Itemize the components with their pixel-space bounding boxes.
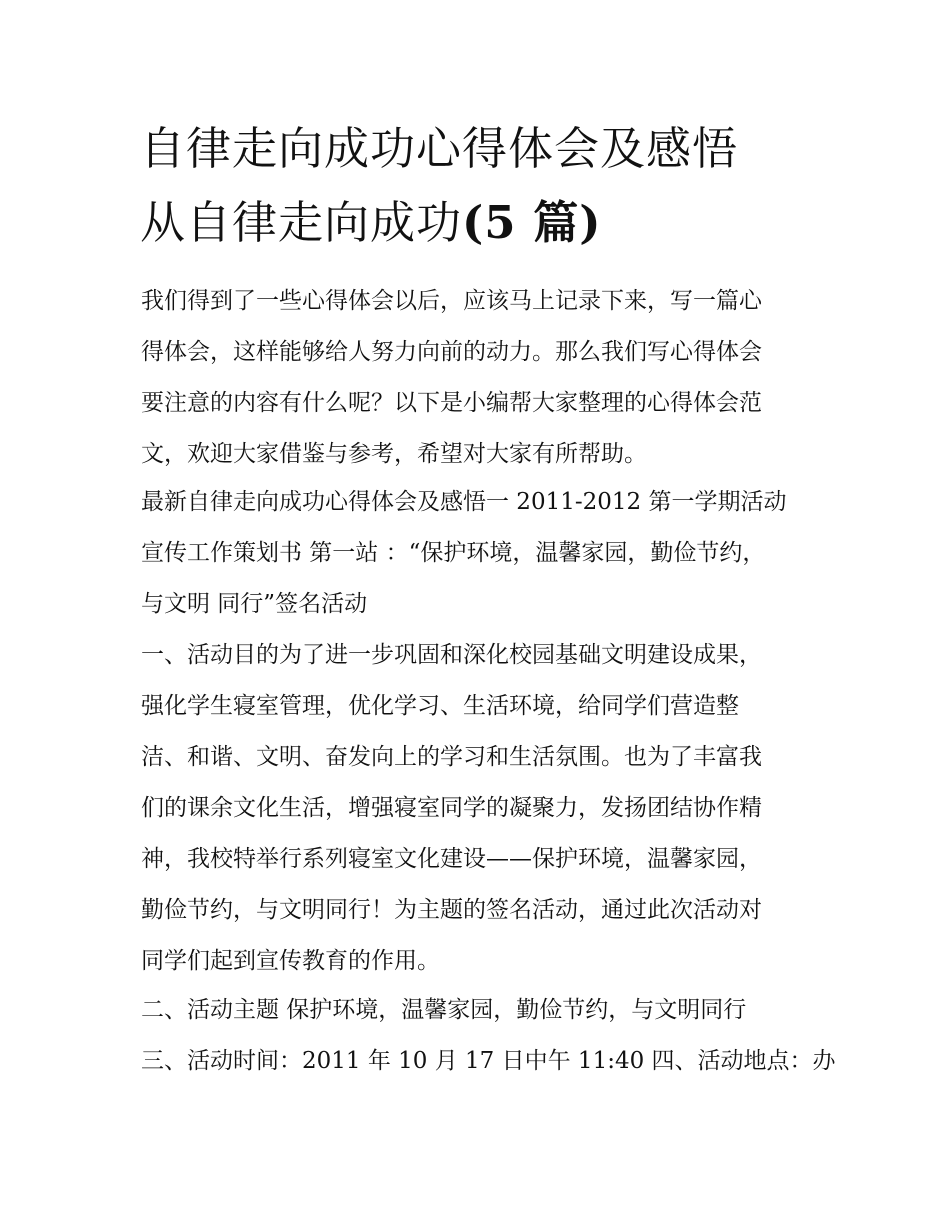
paragraph-line: 同学们起到宣传教育的作用。 [141, 948, 440, 974]
paragraph-line: 强化学生寝室管理，优化学习、生活环境，给同学们营造整 [141, 693, 739, 719]
paragraph-line: 我们得到了一些心得体会以后，应该马上记录下来，写一篇心 [141, 288, 762, 314]
paragraph-line: 神，我校特举行系列寝室文化建设——保护环境，温馨家园， [141, 846, 762, 872]
paragraph-line: 得体会，这样能够给人努力向前的动力。那么我们写心得体会 [141, 339, 762, 365]
title-line-2-prefix: 从自律走向成功 [140, 196, 463, 249]
paragraph-line: 与文明 同行”签名活动 [141, 591, 368, 617]
paragraph-line: 二、活动主题 保护环境，温馨家园，勤俭节约，与文明同行 [141, 997, 747, 1023]
paragraph-line: 洁、和谐、文明、奋发向上的学习和生活氛围。也为了丰富我 [141, 744, 762, 770]
paragraph-line: 要注意的内容有什么呢？以下是小编帮大家整理的心得体会范 [141, 390, 762, 416]
title-line-2-suffix: (5 篇) [462, 196, 602, 249]
plan-heading-paragraph [141, 477, 821, 630]
activity-purpose-paragraph [141, 630, 821, 987]
paragraph-line: 一、活动目的为了进一步巩固和深化校园基础文明建设成果， [141, 642, 762, 668]
activity-theme-paragraph [141, 985, 821, 1036]
title-line-1: 自律走向成功心得体会及感悟 [140, 122, 739, 175]
title-line-2 [140, 186, 830, 260]
paragraph-line: 勤俭节约，与文明同行！为主题的签名活动，通过此次活动对 [141, 897, 762, 923]
intro-paragraph [141, 276, 821, 480]
document-title [140, 112, 830, 260]
paragraph-line: 文，欢迎大家借鉴与参考，希望对大家有所帮助。 [141, 441, 647, 467]
paragraph-line: 们的课余文化生活，增强寝室同学的凝聚力，发扬团结协作精 [141, 795, 762, 821]
activity-time-paragraph [141, 1036, 836, 1087]
paragraph-line: 宣传工作策划书 第一站 ：“保护环境，温馨家园，勤俭节约， [141, 540, 766, 566]
paragraph-line: 最新自律走向成功心得体会及感悟一 2011-2012 第一学期活动 [141, 489, 787, 515]
paragraph-line: 三、活动时间：2011 年 10 月 17 日中午 11:40 四、活动地点：办 [141, 1048, 836, 1074]
